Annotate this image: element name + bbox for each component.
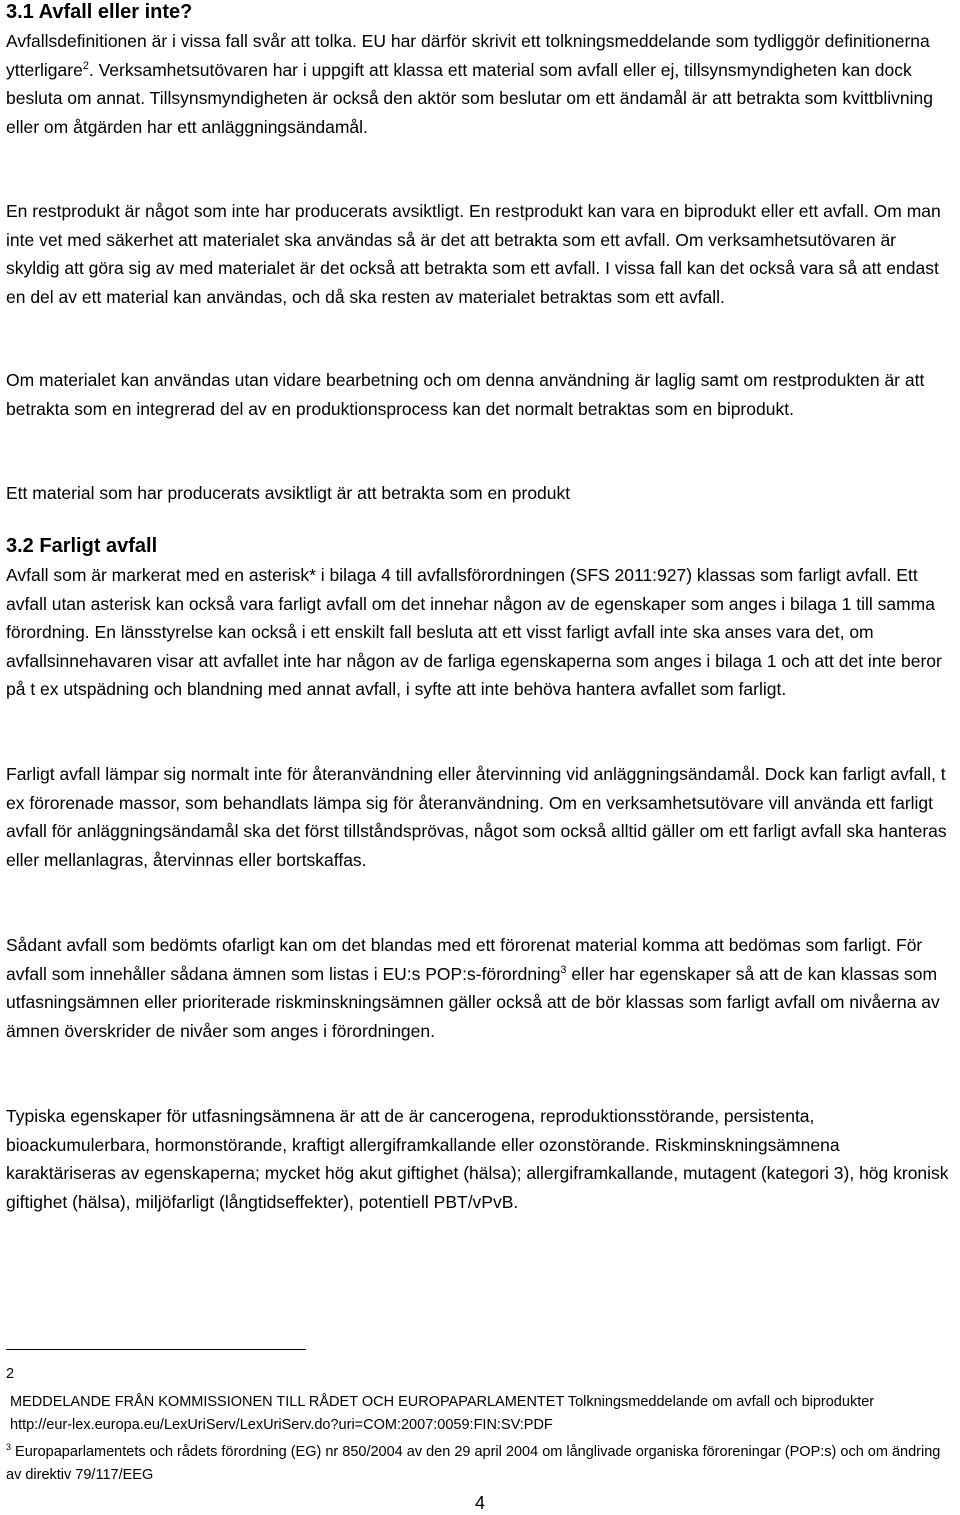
paragraph-text: eller har egenskaper så att de kan klassas som utfasningsämnen eller prioriterade riskminskningsämnen gäller också att de bör klassas som farligt avfall om nivåerna av ämnen överskrider de nivåer som anges i förordningen.: [6, 963, 940, 1041]
paragraph-farligt-avfall: Avfall som är markerat med en asterisk* i bilaga 4 till avfallsförordningen (SFS 2011:927) klassas som farligt avfall. Ett avfall utan asterisk kan också vara farligt avfall om det innehar någon av de egenskaper som anges i bilaga 1 till samma förordning. En länsstyrelse kan också i ett enskilt fall besluta att ett visst farligt avfall inte ska anses vara det, om avfallsinnehavaren visar att avfallet inte har någon av de farliga egenskaperna som anges i bilaga 1 och att det inte beror på t ex utspädning och blandning med annat avfall, i syfte att inte behöva hantera avfallet som farligt.: [6, 565, 942, 699]
footnote-ref-3[interactable]: 3: [560, 963, 567, 976]
footnote-3: [6, 1441, 946, 1487]
paragraph-text: Avfallsdefinitionen är i vissa fall svår att tolka. EU har därför skrivit ett tolkningsmeddelande som tydliggör definitionerna ytterligare: [6, 31, 930, 80]
footnote-3-marker: 3: [6, 1442, 11, 1453]
footnote-divider: [6, 1349, 306, 1350]
footnote-ref-2[interactable]: 2: [82, 59, 89, 72]
paragraph-definitions: [6, 27, 954, 141]
page-number: 4: [474, 1493, 485, 1513]
section-heading-3-1: 3.1 Avfall eller inte?: [6, 1, 193, 23]
paragraph-pops: [6, 931, 954, 1045]
section-heading-3-2: 3.2 Farligt avfall: [6, 535, 158, 557]
paragraph-produkt: Ett material som har producerats avsiktligt är att betrakta som en produkt: [6, 483, 571, 503]
footnote-3-text: Europaparlamentets och rådets förordning (EG) nr 850/2004 av den 29 april 2004 om långlivade organiska föroreningar (POP:s) och om ändring av direktiv 79/117/EEG: [6, 1444, 941, 1483]
paragraph-biprodukt: Om materialet kan användas utan vidare bearbetning och om denna användning är laglig samt om restprodukten är att betrakta som en integrerad del av en produktionsprocess kan det normalt betraktas som en biprodukt.: [6, 370, 925, 419]
paragraph-egenskaper: Typiska egenskaper för utfasningsämnena är att de är cancerogena, reproduktionsstörande, persistenta, bioackumulerbara, hormonstörande, kraftigt allergiframkallande eller ozonstörande. Riskminskningsämnena karaktäriseras av egenskaperna; mycket hög akut giftighet (hälsa); allergiframkallande, mutagent (kategori 3), hög kronisk giftighet (hälsa), miljöfarligt (långtidseffekter), potentiell PBT/vPvB.: [6, 1106, 949, 1212]
paragraph-anlaggningsandamal: Farligt avfall lämpar sig normalt inte för återanvändning eller återvinning vid anläggningsändamål. Dock kan farligt avfall, t ex förorenade massor, som behandlats lämpa sig för återanvändning. Om en verksamhetsutövare vill använda ett farligt avfall för anläggningsändamål ska det först tillståndsprövas, något som också alltid gäller om ett farligt avfall ska hanteras eller mellanlagras, återvinnas eller bortskaffas.: [6, 764, 947, 870]
paragraph-text: . Verksamhetsutövaren har i uppgift att klassa ett material som avfall eller ej, tillsynsmyndigheten kan dock besluta om annat. Tillsynsmyndigheten är också den aktör som beslutar om ett ändamål är att betrakta som kvittblivning eller om åtgärden har ett anläggningsändamål.: [6, 59, 933, 137]
paragraph-restprodukt: En restprodukt är något som inte har producerats avsiktligt. En restprodukt kan vara en biprodukt eller ett avfall. Om man inte vet med säkerhet att materialet ska användas så är det att betrakta som ett avfall. Om verksamhetsutövaren är skyldig att göra sig av med materialet är det också att betrakta som ett avfall. I vissa fall kan det också vara så att endast en del av ett material kan användas, och då ska resten av materialet betraktas som ett avfall.: [6, 201, 941, 307]
paragraph-text: Sådant avfall som bedömts ofarligt kan om det blandas med ett förorenat material komma att bedömas som farligt. För avfall som innehåller sådana ämnen som listas i EU:s POP:s-förordning: [6, 935, 923, 984]
footnote-2: MEDDELANDE FRÅN KOMMISSIONEN TILL RÅDET OCH EUROPAPARLAMENTET Tolkningsmeddelande om avfall och biprodukter http://eur-lex.europa.eu/LexUriServ/LexUriServ.do?uri=COM:2007:0059:FIN:SV:PDF: [10, 1394, 875, 1433]
footnote-2-marker: 2: [6, 1366, 15, 1382]
